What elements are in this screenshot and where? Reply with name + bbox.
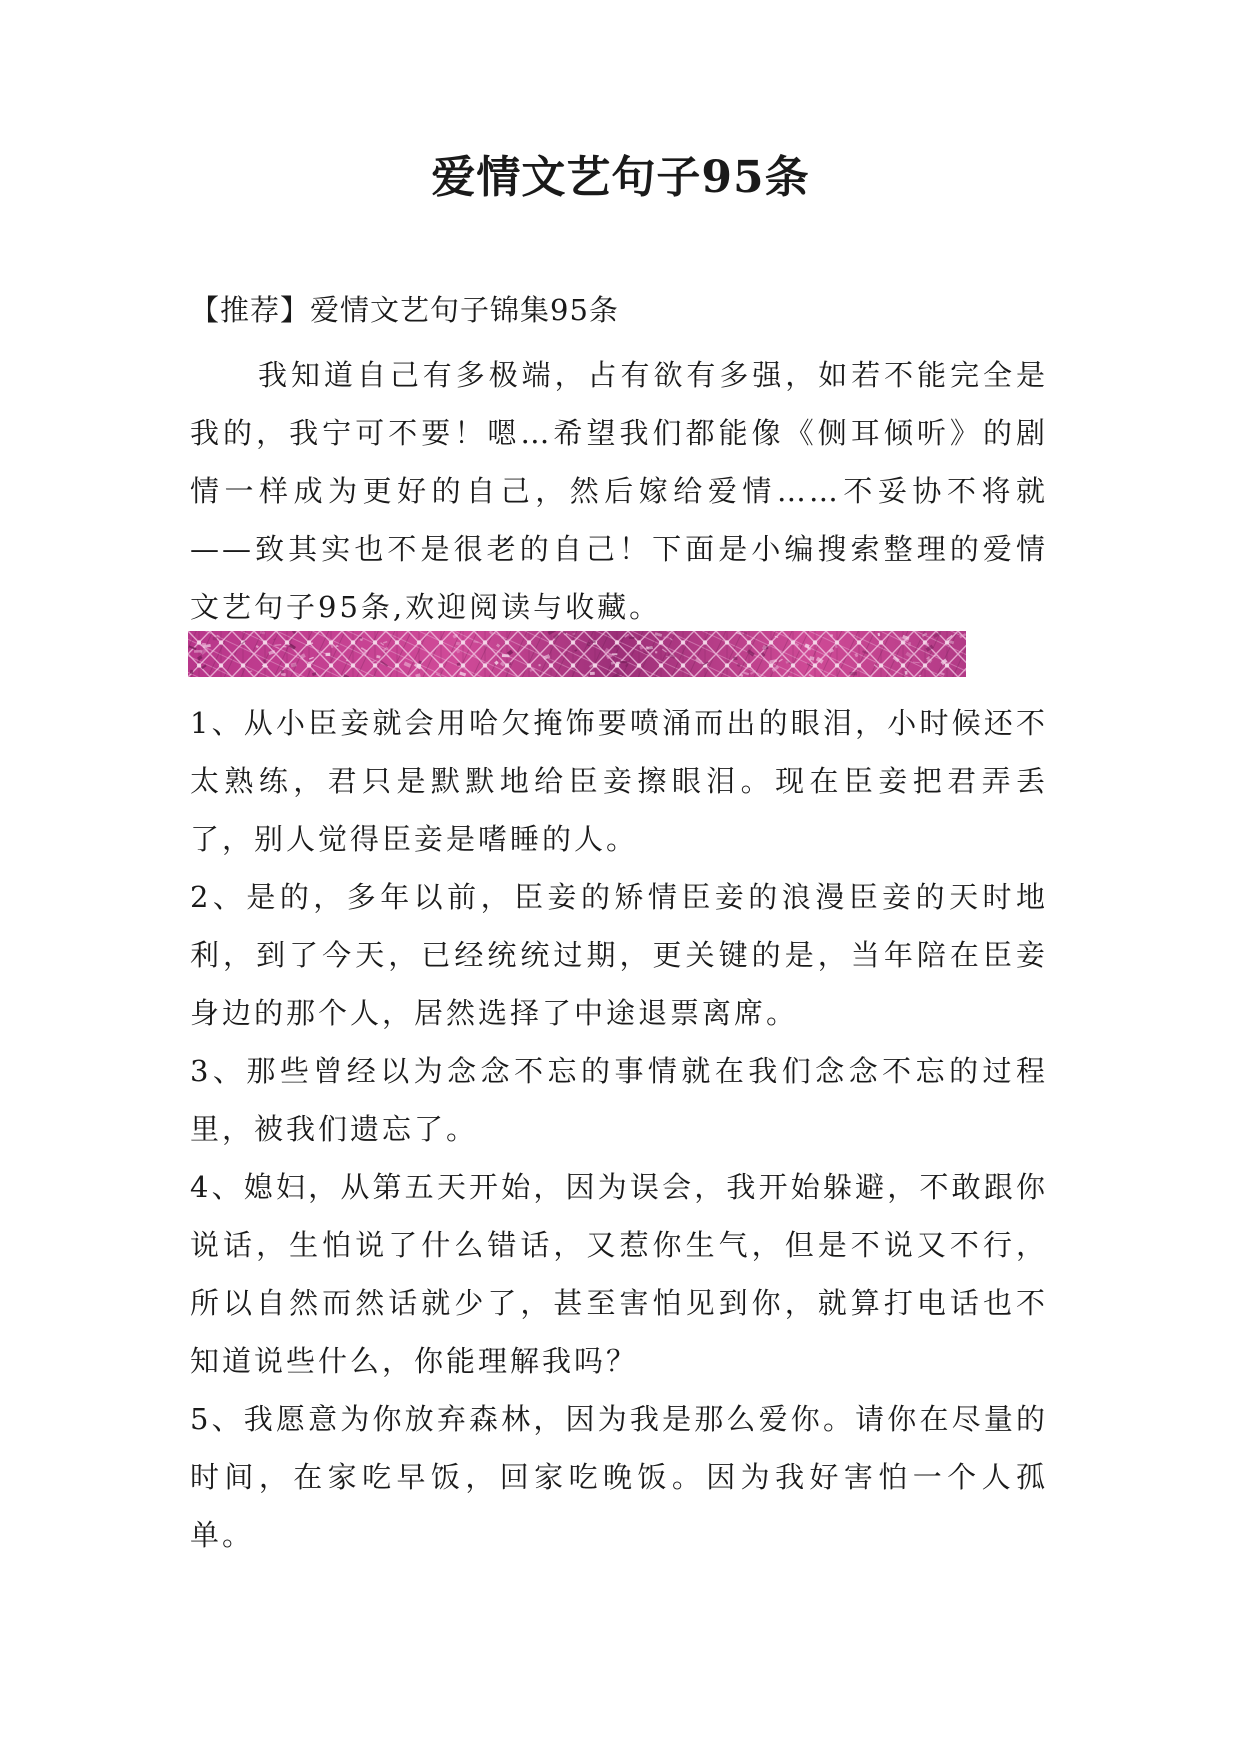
quote-list: [190, 694, 1048, 1564]
list-item: 1、从小臣妾就会用哈欠掩饰要喷涌而出的眼泪，小时候还不太熟练，君只是默默地给臣妾擦眼泪。现在臣妾把君弄丢了，别人觉得臣妾是嗜睡的人。: [190, 706, 1048, 856]
document-subtitle: 【推荐】爱情文艺句子锦集95条: [190, 293, 619, 327]
list-item: 3、那些曾经以为念念不忘的事情就在我们念念不忘的过程里，被我们遗忘了。: [190, 1054, 1048, 1146]
intro-paragraph: 我知道自己有多极端，占有欲有多强，如若不能完全是我的，我宁可不要！嗯…希望我们都能像《侧耳倾听》的剧情一样成为更好的自己，然后嫁给爱情……不妥协不将就——致其实也不是很老的自己！下面是小编搜索整理的爱情文艺句子95条,欢迎阅读与收藏。: [190, 358, 1048, 624]
decorative-divider-image: [188, 631, 966, 677]
document-title: 爱情文艺句子95条: [431, 152, 810, 203]
list-item: 4、媳妇，从第五天开始，因为误会，我开始躲避，不敢跟你说话，生怕说了什么错话，又惹你生气，但是不说又不行，所以自然而然话就少了，甚至害怕见到你，就算打电话也不知道说些什么，你能理解我吗？: [190, 1170, 1048, 1378]
list-item: 5、我愿意为你放弃森林，因为我是那么爱你。请你在尽量的时间，在家吃早饭，回家吃晚饭。因为我好害怕一个人孤单。: [190, 1402, 1048, 1552]
list-item: 2、是的，多年以前，臣妾的矫情臣妾的浪漫臣妾的天时地利，到了今天，已经统统过期，更关键的是，当年陪在臣妾身边的那个人，居然选择了中途退票离席。: [190, 880, 1048, 1030]
